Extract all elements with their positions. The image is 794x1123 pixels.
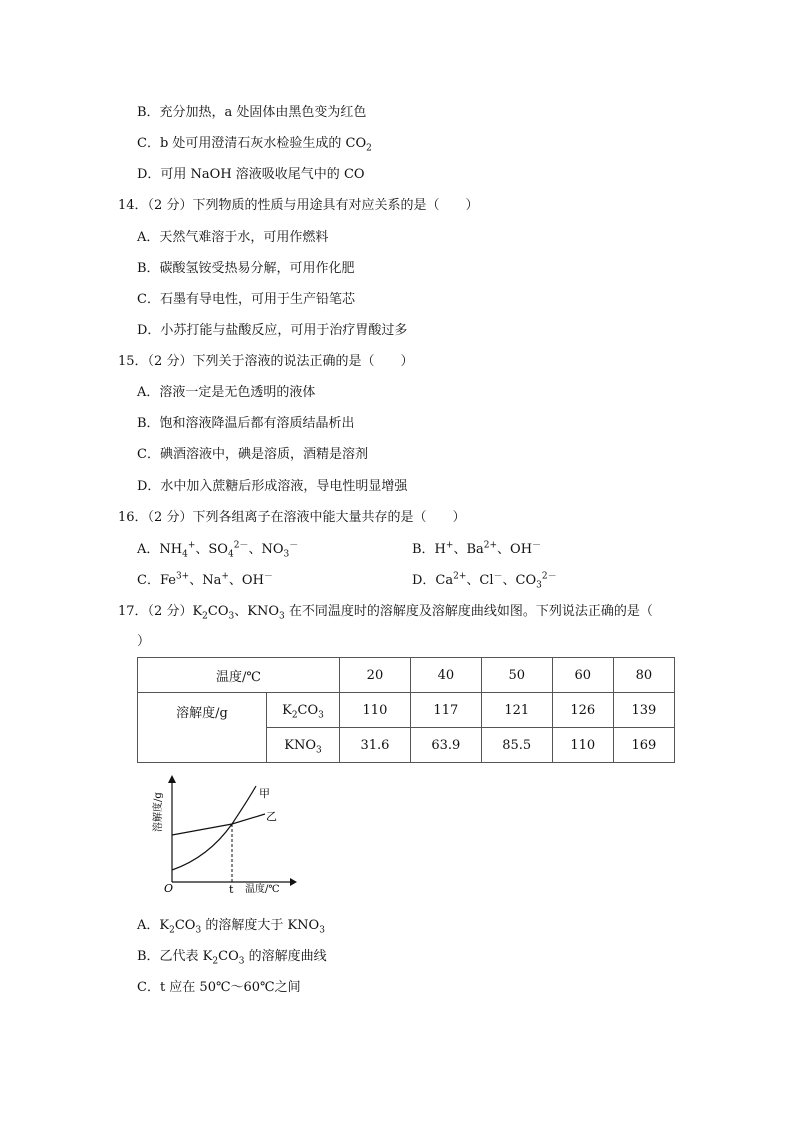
q17-option-c: C．t 应在 50℃～60℃之间: [137, 980, 301, 995]
origin-label: O: [164, 882, 174, 895]
q14-option-b: B．碳酸氢铵受热易分解，可用作化肥: [137, 261, 355, 276]
q16-option-d: D．$Ca^{2+}$、Cl－、$CO_3^{2-}$: [412, 571, 557, 591]
q16-option-a: A．$NH_4^+$、$SO_4^{2-}$、$NO_3^-$: [137, 540, 299, 560]
curve-yi: [172, 814, 265, 835]
q15-option-b: B．饱和溶液降温后都有溶质结晶析出: [137, 416, 355, 431]
q14-option-d: D．小苏打能与盐酸反应，可用于治疗胃酸过多: [137, 323, 408, 338]
x-axis-arrow-icon: [290, 878, 297, 886]
table-row-name: $K_2CO_3$: [267, 693, 340, 728]
q17-stem: 17．（2 分）$K_2CO_3$、$KNO_3$ 在不同温度时的溶解度及溶解度曲线如图。下列说法正确的是（: [118, 604, 653, 622]
y-axis-arrow-icon: [168, 775, 176, 783]
table-temp-cell: 40: [410, 658, 481, 693]
table-cell: 110: [552, 728, 613, 763]
x-axis-label: 温度/℃: [245, 884, 280, 895]
series-label-yi: 乙: [266, 810, 277, 823]
q16-stem: 16．（2 分）下列各组离子在溶液中能大量共存的是（ ）: [118, 510, 466, 525]
table-cell: 110: [340, 693, 411, 728]
table-cell: 63.9: [410, 728, 481, 763]
table-temp-cell: 50: [481, 658, 552, 693]
q15-option-c: C．碘酒溶液中，碘是溶质，酒精是溶剂: [137, 447, 368, 462]
table-temp-cell: 20: [340, 658, 411, 693]
q13-option-c: C．b 处可用澄清石灰水检验生成的 $CO_2$: [137, 136, 372, 154]
table-cell: 121: [481, 693, 552, 728]
table-header-solubility: 溶解度/g: [138, 693, 267, 763]
q14-stem: 14．（2 分）下列物质的性质与用途具有对应关系的是（ ）: [118, 198, 479, 213]
table-row-name: $KNO_3$: [267, 728, 340, 763]
q15-stem: 15．（2 分）下列关于溶液的说法正确的是（ ）: [118, 354, 414, 369]
q14-option-c: C．石墨有导电性，可用于生产铅笔芯: [137, 292, 355, 307]
q17-option-a: A．$K_2CO_3$ 的溶解度大于 $KNO_3$: [137, 918, 325, 936]
table-cell: 126: [552, 693, 613, 728]
table-header-temp: 温度/℃: [138, 658, 340, 693]
q13-option-b: B．充分加热，a 处固体由黑色变为红色: [137, 105, 367, 120]
q17-stem-paren: ）: [137, 634, 151, 649]
q15-option-a: A．溶液一定是无色透明的液体: [137, 385, 316, 400]
table-cell: 85.5: [481, 728, 552, 763]
curve-jia: [172, 786, 256, 870]
table-temp-cell: 80: [613, 658, 674, 693]
q16-option-b: B．H+、$Ba^{2+}$、OH－: [412, 540, 542, 557]
solubility-table: [137, 657, 675, 763]
table-cell: 169: [613, 728, 674, 763]
t-label: t: [229, 883, 234, 895]
solubility-curve-graph: [140, 770, 305, 895]
q16-option-c: C．$Fe^{3+}$、Na+、OH－: [137, 571, 273, 588]
table-cell: 31.6: [340, 728, 411, 763]
y-axis-label: 溶解度/g: [153, 792, 164, 832]
q14-option-a: A．天然气难溶于水，可用作燃料: [137, 230, 329, 245]
q15-option-d: D．水中加入蔗糖后形成溶液，导电性明显增强: [137, 479, 408, 494]
q13-option-d: D．可用 NaOH 溶液吸收尾气中的 CO: [137, 167, 365, 182]
q17-option-b: B．乙代表 $K_2CO_3$ 的溶解度曲线: [137, 949, 327, 967]
table-cell: 139: [613, 693, 674, 728]
table-temp-cell: 60: [552, 658, 613, 693]
series-label-jia: 甲: [259, 787, 270, 800]
table-cell: 117: [410, 693, 481, 728]
